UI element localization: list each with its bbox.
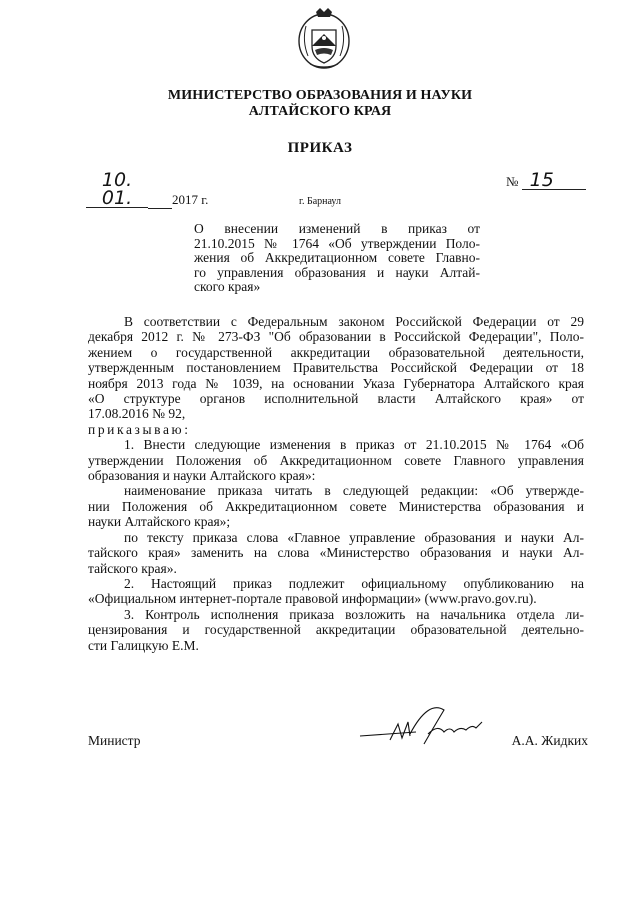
handwritten-number: 15 <box>522 171 586 190</box>
subject-line: 21.10.2015 № 1764 «Об утверждении Поло- <box>194 235 480 251</box>
date-year: 2017 г. <box>172 192 209 207</box>
body-line: 17.08.2016 № 92, <box>88 406 186 422</box>
handwritten-signature-icon <box>358 704 488 752</box>
city-name: г. Барнаул <box>299 196 341 207</box>
coat-of-arms-icon <box>296 8 352 70</box>
body-line: В соответствии с Федеральным законом Российской Федерации от 29 <box>124 314 584 329</box>
body-line: нии Положения об Аккредитационном совете Министерства образования и <box>88 498 584 514</box>
signature-block <box>88 726 588 776</box>
subject-line: ского края» <box>194 279 261 294</box>
body-line: 3. Контроль исполнения приказа возложить на начальника отдела ли- <box>124 606 584 622</box>
body-line: 2. Настоящий приказ подлежит официальному опубликованию на <box>124 575 584 591</box>
subject-line: жения об Аккредитационном совете Главно- <box>194 250 480 265</box>
order-directive: приказываю: <box>88 421 191 437</box>
order-number <box>506 171 586 190</box>
ministry-header <box>0 88 640 120</box>
body-line: декабря 2012 г. № 273-ФЗ "Об образовании в Российской Федерации", Поло- <box>88 329 584 345</box>
body-line: сти Галицкую Е.М. <box>88 637 199 653</box>
body-line: образования и науки Алтайского края»: <box>88 468 316 484</box>
body-line: ноября 2013 года № 1039, на основании Указа Губернатора Алтайского края <box>88 375 584 391</box>
subject-line: го управления образования и науки Алтай- <box>194 264 480 280</box>
signer-position: Министр <box>88 733 141 748</box>
body-line: тайского края». <box>88 560 177 576</box>
handwritten-date: 10. 01. <box>86 171 148 208</box>
order-body <box>88 314 584 653</box>
order-subject <box>194 222 480 295</box>
body-line: цензирования и государственной аккредитации образовательной деятельно- <box>88 622 584 638</box>
body-line: тайского края» заменить на слова «Министерство образования и науки Ал- <box>88 545 584 561</box>
signer-name: А.А. Жидких <box>511 733 588 748</box>
body-line: утверждении Положения об Аккредитационном совете Главного управления <box>88 452 584 468</box>
body-line: науки Алтайского края»; <box>88 514 231 530</box>
body-line: утвержденным постановлением Правительства Российской Федерации от 18 <box>88 360 584 376</box>
subject-line: О внесении изменений в приказ от <box>194 221 480 236</box>
ministry-line-1: МИНИСТЕРСТВО ОБРАЗОВАНИЯ И НАУКИ <box>167 88 473 103</box>
body-line: жением о государственной аккредитации образовательной деятельности, <box>88 344 584 360</box>
body-line: по тексту приказа слова «Главное управление образования и науки Ал- <box>124 529 584 545</box>
body-line: «О структуре органов исполнительной власти Алтайского края» от <box>88 391 584 407</box>
body-line: «Официальном интернет-портале правовой информации» (www.pravo.gov.ru). <box>88 591 537 607</box>
number-sign: № <box>506 174 519 189</box>
ministry-line-2: АЛТАЙСКОГО КРАЯ <box>248 104 392 119</box>
body-line: наименование приказа читать в следующей редакции: «Об утвержде- <box>124 483 584 499</box>
body-line: 1. Внести следующие изменения в приказ от 21.10.2015 № 1764 «Об <box>124 437 584 453</box>
order-title: ПРИКАЗ <box>287 140 353 156</box>
